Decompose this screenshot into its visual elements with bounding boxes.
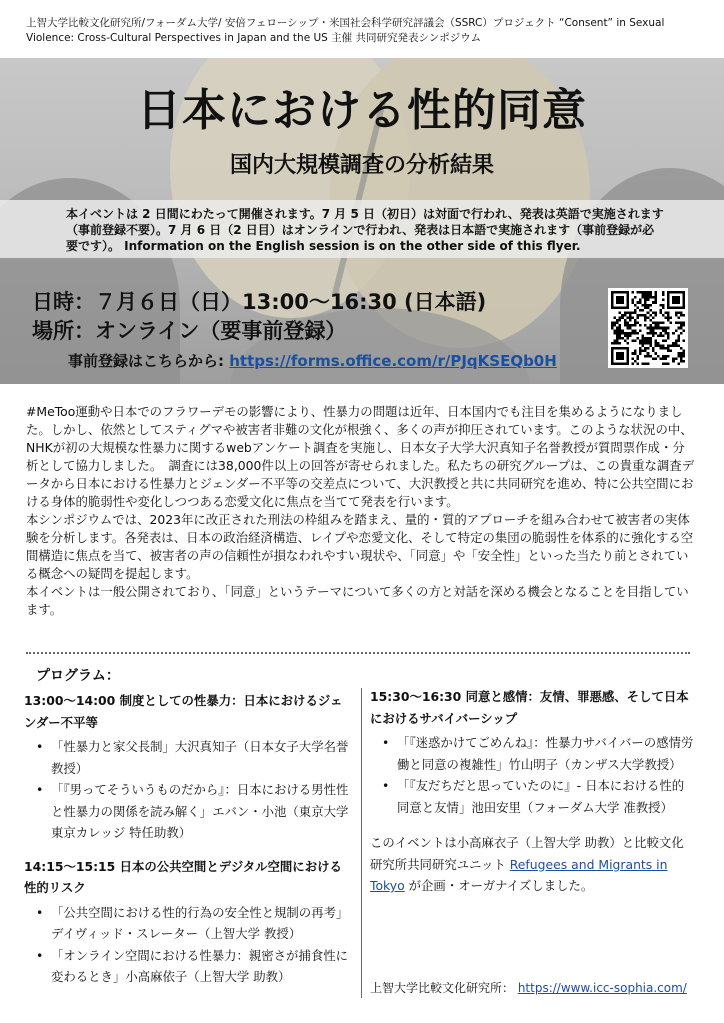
qr-code-icon [608, 288, 688, 368]
intro-paragraph: 本イベントは一般公開されており、「同意」というテーマについて多くの方と対話を深める機会となることを目指しています。 [26, 584, 689, 617]
intro-paragraph: 本シンポジウムでは、2023年に改正された刑法の枠組みを踏まえ、量的・質的アプローチを組み合わせて被害者の実体験を分析します。各発表は、日本の政治経済構造、レイプや恋愛文化、そして特定の集団の脆弱性を体系的に強化する空間構造に焦点を当て、被害者の声の信頼性が損なわれやすい現状や、「同意」や「安全性」といった当たり前とされている概念への疑問を提起します。 [26, 512, 694, 581]
talk-list [24, 902, 354, 988]
notice-text: 本イベントは 2 日間にわたって開催されます。7 月 5 日（初日）は対面で行われ、発表は英語で実施されます（事前登録不要）。7 月 6 日（2 日目）はオンラインで行われ、発表は日本語で実施されます（事前登録が必要です）。 Information on the English session is on the other side of this flyer. [66, 207, 664, 253]
session-title: 13:00〜14:00 制度としての性暴力：日本におけるジェンダー不平等 [24, 693, 343, 730]
registration-link[interactable]: https://forms.office.com/r/PJqKSEQb0H [229, 352, 557, 370]
registration-line [68, 350, 557, 371]
session-title: 15:30〜16:30 同意と感情：友情、罪悪感、そして日本におけるサバイバーシップ [370, 689, 689, 726]
talk-item: • 「公共空間における性的行為の安全性と規制の再考」デイヴィッド・スレーター（上智大学 教授） [24, 902, 354, 945]
event-venue: 場所：オンライン（要事前登録） [32, 319, 347, 343]
program-heading: プログラム： [36, 668, 120, 684]
organizer-unit-link[interactable]: Refugees and Migrants in Tokyo [370, 856, 668, 893]
program-right-column [370, 686, 694, 897]
registration-label: 事前登録はこちらから: [68, 352, 230, 370]
talk-item: • 「『男ってそういうものだから』：日本における男性性と性暴力の関係を読み解く」エバン・小池（東京大学 東京カレッジ 特任助教） [24, 779, 354, 844]
page-subtitle: 国内大規模調査の分析結果 [229, 153, 494, 178]
organizer-text: このイベントは小高麻衣子（上智大学 助教）と比較文化研究所共同研究ユニット [370, 835, 684, 872]
organizer-text-end: が企画・オーガナイズしました。 [404, 878, 594, 893]
intro-paragraph: #MeToo運動や日本でのフラワーデモの影響により、性暴力の問題は近年、日本国内でも注目を集めるようになりました。しかし、依然としてスティグマや被害者非難の文化が根強く、多くの声が抑圧されています。このような状況の中、NHKが初の大規模な性暴力に関するwebアンケート調査を実施し、日本女子大学大沢真知子名誉教授が質問票作成・分析として協力しました。 調査には38,000件以上の回答が寄せられました。私たちの研究グループは、この貴重な調査データから日本における性暴力とジェンダー不平等の交差点について、大沢教授と共に共同研究を進め、特に公共空間における身体的脆弱性や変化しつつある恋愛文化に焦点を当てて発表を行います。 [26, 404, 695, 509]
talk-item: • 「『友だちだと思っていたのに』- 日本における性的同意と友情」池田安里（フォーダム大学 准教授） [370, 775, 694, 818]
footer-website-link[interactable]: https://www.icc-sophia.com/ [517, 981, 687, 995]
program-left-column [24, 690, 354, 1000]
column-divider [361, 688, 362, 998]
notice-band [0, 200, 724, 258]
section-divider [26, 652, 690, 654]
talk-item: • 「性暴力と家父長制」大沢真知子（日本女子大学名誉教授） [24, 736, 354, 779]
talk-list [24, 736, 354, 844]
intro-text [26, 403, 696, 619]
footer-label: 上智大学比較文化研究所： [370, 981, 518, 995]
event-datetime: 日時：７月６日（日）13:00〜16:30 (日本語) [32, 290, 487, 314]
talk-list [370, 732, 694, 818]
header-line: 上智大学比較文化研究所/フォーダム大学/ 安倍フェローシップ・米国社会科学研究評議会（SSRC）プロジェクト “Consent” in Sexual Violence: Cross-Cultural Perspectives in Japan and the US 主催 共同研究発表シンポジウム [26, 17, 665, 44]
page-title: 日本における性的同意 [137, 85, 587, 136]
organizer-note [370, 832, 694, 897]
footer [370, 979, 687, 996]
session-title: 14:15〜15:15 日本の公共空間とデジタル空間における性的リスク [24, 858, 342, 895]
talk-item: • 「オンライン空間における性暴力：親密さが捕食性に変わるとき」小高麻依子（上智大学 助教） [24, 945, 354, 988]
talk-item: • 「『迷惑かけてごめんね』：性暴力サバイバーの感情労働と同意の複雑性」竹山明子（カンザス大学教授） [370, 732, 694, 775]
